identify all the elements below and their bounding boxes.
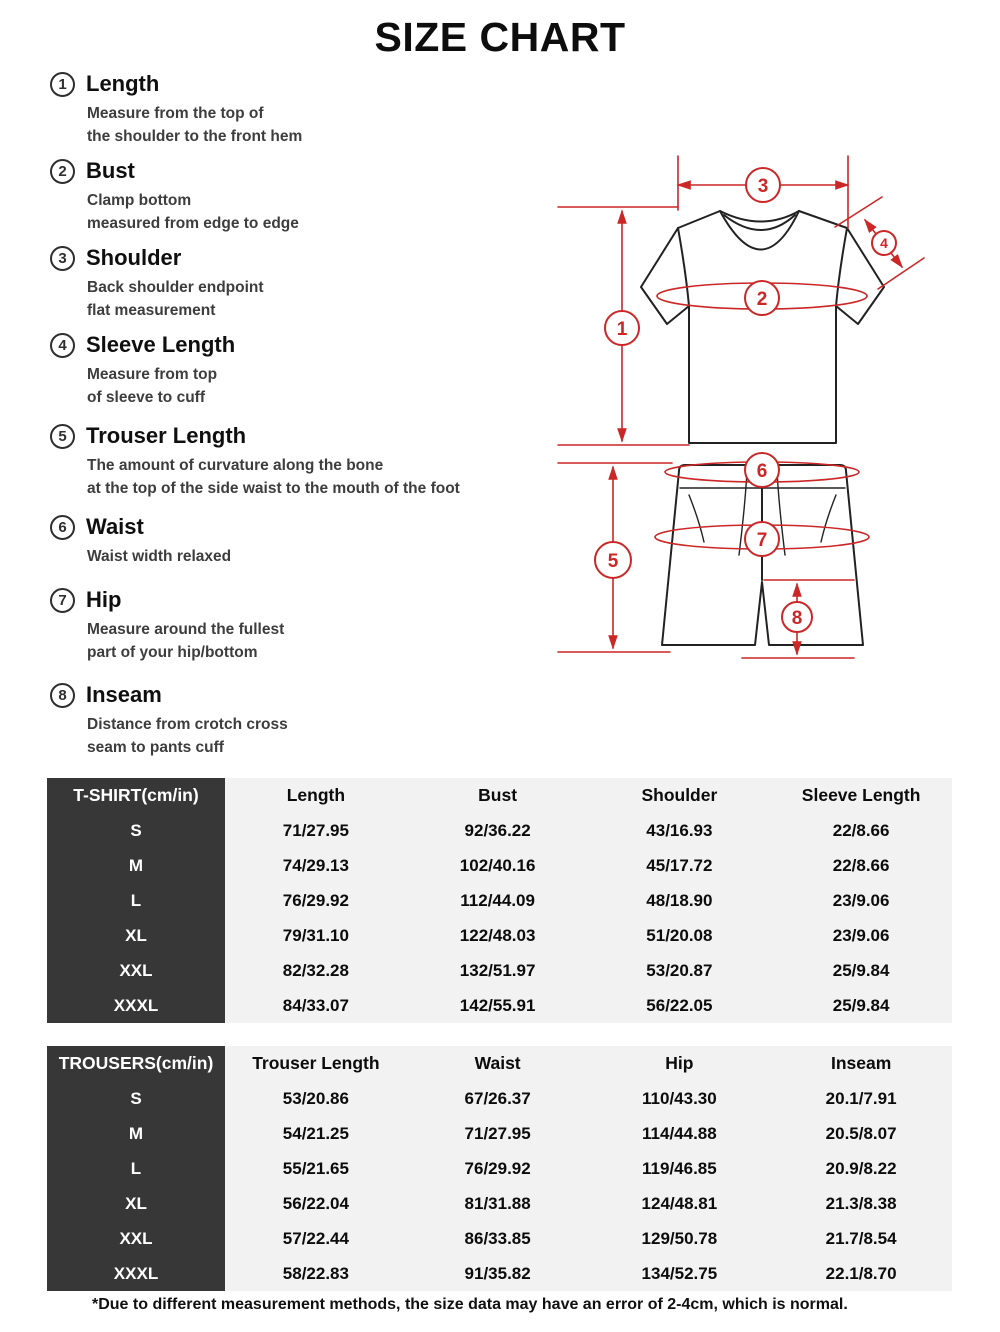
size-cell: 122/48.03 (407, 918, 589, 953)
definition-desc (87, 276, 542, 322)
desc-line: Measure from top (87, 366, 218, 383)
definition-title: Trouser Length (86, 423, 247, 448)
definition-item-inseam (50, 681, 542, 759)
size-cell: 86/33.85 (407, 1221, 589, 1256)
desc-line: Clamp bottom (87, 192, 192, 209)
table-row (47, 1186, 952, 1221)
table-header-row (47, 778, 952, 813)
dimension-lines (558, 156, 924, 658)
size-label: XXL (47, 953, 225, 988)
desc-line: Measure from the top of (87, 105, 264, 122)
size-cell: 142/55.91 (407, 988, 589, 1023)
definition-title: Waist (86, 514, 144, 539)
tshirt-size-table (47, 778, 952, 1023)
size-cell: 23/9.06 (770, 918, 952, 953)
size-cell: 43/16.93 (589, 813, 771, 848)
size-label: XL (47, 1186, 225, 1221)
desc-line: measured from edge to edge (87, 215, 299, 232)
size-label: L (47, 883, 225, 918)
definition-desc (87, 363, 542, 409)
marker-label-8: 8 (791, 607, 803, 629)
definition-desc (87, 713, 542, 759)
size-cell: 55/21.65 (225, 1151, 407, 1186)
size-cell: 20.5/8.07 (770, 1116, 952, 1151)
marker-label-7: 7 (756, 529, 768, 551)
size-cell: 114/44.88 (589, 1116, 771, 1151)
size-cell: 132/51.97 (407, 953, 589, 988)
definition-item-sleeve-length (50, 331, 542, 409)
definition-item-shoulder (50, 244, 542, 322)
definition-title: Hip (86, 587, 122, 612)
size-cell: 84/33.07 (225, 988, 407, 1023)
table-row (47, 883, 952, 918)
size-cell: 22/8.66 (770, 813, 952, 848)
size-cell: 134/52.75 (589, 1256, 771, 1291)
size-cell: 76/29.92 (225, 883, 407, 918)
definition-title: Shoulder (86, 245, 182, 270)
desc-line: Distance from crotch cross (87, 716, 288, 733)
size-cell: 54/21.25 (225, 1116, 407, 1151)
desc-line: part of your hip/bottom (87, 644, 258, 661)
marker-label-4: 4 (880, 235, 888, 252)
number-badge-4: 4 (50, 333, 75, 358)
number-badge-2: 2 (50, 159, 75, 184)
size-label: M (47, 1116, 225, 1151)
size-cell: 21.7/8.54 (770, 1221, 952, 1256)
size-label: S (47, 1081, 225, 1116)
column-header-shoulder: Shoulder (589, 778, 771, 813)
table-row (47, 1116, 952, 1151)
marker-label-3: 3 (757, 175, 769, 197)
size-cell: 20.1/7.91 (770, 1081, 952, 1116)
table-header-row (47, 1046, 952, 1081)
desc-line: The amount of curvature along the bone (87, 457, 384, 474)
table-row (47, 1221, 952, 1256)
column-header-trouser-length: Trouser Length (225, 1046, 407, 1081)
size-cell: 102/40.16 (407, 848, 589, 883)
size-cell: 76/29.92 (407, 1151, 589, 1186)
column-header-sleeve-length: Sleeve Length (770, 778, 952, 813)
size-label: L (47, 1151, 225, 1186)
size-cell: 129/50.78 (589, 1221, 771, 1256)
size-cell: 53/20.86 (225, 1081, 407, 1116)
size-label: XXXL (47, 1256, 225, 1291)
table-row (47, 1256, 952, 1291)
number-badge-7: 7 (50, 588, 75, 613)
marker-label-2: 2 (756, 288, 768, 310)
desc-line: at the top of the side waist to the mouth of the foot (87, 480, 460, 497)
definition-title: Inseam (86, 682, 162, 707)
size-cell: 67/26.37 (407, 1081, 589, 1116)
definition-item-bust (50, 157, 542, 235)
definition-desc (87, 618, 542, 664)
size-cell: 71/27.95 (407, 1116, 589, 1151)
size-cell: 57/22.44 (225, 1221, 407, 1256)
column-header-length: Length (225, 778, 407, 813)
size-cell: 71/27.95 (225, 813, 407, 848)
size-cell: 74/29.13 (225, 848, 407, 883)
table-corner-header: T-SHIRT(cm/in) (47, 778, 225, 813)
table-row (47, 918, 952, 953)
definition-desc (87, 454, 542, 500)
trousers-size-table (47, 1046, 952, 1291)
size-cell: 20.9/8.22 (770, 1151, 952, 1186)
desc-line: seam to pants cuff (87, 739, 224, 756)
table-row (47, 1151, 952, 1186)
number-badge-6: 6 (50, 515, 75, 540)
tshirt-figure (641, 211, 884, 443)
desc-line: flat measurement (87, 302, 216, 319)
desc-line: of sleeve to cuff (87, 389, 205, 406)
size-cell: 124/48.81 (589, 1186, 771, 1221)
marker-label-6: 6 (756, 460, 768, 482)
page-title: SIZE CHART (374, 14, 626, 60)
desc-line: the shoulder to the front hem (87, 128, 303, 145)
measurement-disclaimer: *Due to different measurement methods, the size data may have an error of 2-4cm, which is normal. (92, 1296, 848, 1313)
definition-desc (87, 189, 542, 235)
size-cell: 110/43.30 (589, 1081, 771, 1116)
column-header-bust: Bust (407, 778, 589, 813)
column-header-hip: Hip (589, 1046, 771, 1081)
number-badge-3: 3 (50, 246, 75, 271)
size-cell: 48/18.90 (589, 883, 771, 918)
size-label: XXL (47, 1221, 225, 1256)
size-label: S (47, 813, 225, 848)
size-cell: 22/8.66 (770, 848, 952, 883)
marker-label-1: 1 (616, 318, 628, 340)
size-cell: 81/31.88 (407, 1186, 589, 1221)
definition-item-length (50, 70, 542, 148)
number-badge-8: 8 (50, 683, 75, 708)
size-cell: 25/9.84 (770, 953, 952, 988)
size-cell: 56/22.04 (225, 1186, 407, 1221)
size-cell: 82/32.28 (225, 953, 407, 988)
size-label: XXXL (47, 988, 225, 1023)
definition-title: Bust (86, 158, 135, 183)
definition-item-waist (50, 513, 542, 568)
definition-title: Sleeve Length (86, 332, 236, 357)
definition-item-hip (50, 586, 542, 664)
size-cell: 119/46.85 (589, 1151, 771, 1186)
column-header-waist: Waist (407, 1046, 589, 1081)
size-cell: 22.1/8.70 (770, 1256, 952, 1291)
column-header-inseam: Inseam (770, 1046, 952, 1081)
size-cell: 21.3/8.38 (770, 1186, 952, 1221)
desc-line: Measure around the fullest (87, 621, 285, 638)
definitions-list (50, 70, 542, 768)
size-label: XL (47, 918, 225, 953)
size-cell: 51/20.08 (589, 918, 771, 953)
size-cell: 79/31.10 (225, 918, 407, 953)
table-row (47, 848, 952, 883)
table-row (47, 1081, 952, 1116)
definition-desc (87, 545, 542, 568)
size-cell: 56/22.05 (589, 988, 771, 1023)
size-cell: 58/22.83 (225, 1256, 407, 1291)
size-cell: 92/36.22 (407, 813, 589, 848)
number-badge-5: 5 (50, 424, 75, 449)
size-cell: 25/9.84 (770, 988, 952, 1023)
table-row (47, 953, 952, 988)
marker-label-5: 5 (607, 550, 619, 572)
desc-line: Waist width relaxed (87, 548, 232, 565)
number-badge-1: 1 (50, 72, 75, 97)
table-row (47, 813, 952, 848)
size-cell: 45/17.72 (589, 848, 771, 883)
size-cell: 91/35.82 (407, 1256, 589, 1291)
definition-desc (87, 102, 542, 148)
desc-line: Back shoulder endpoint (87, 279, 264, 296)
definition-item-trouser-length (50, 422, 542, 500)
size-cell: 53/20.87 (589, 953, 771, 988)
size-label: M (47, 848, 225, 883)
table-corner-header: TROUSERS(cm/in) (47, 1046, 225, 1081)
size-cell: 23/9.06 (770, 883, 952, 918)
size-diagram (552, 148, 982, 678)
definition-title: Length (86, 71, 160, 96)
table-row (47, 988, 952, 1023)
dimension-markers (595, 168, 896, 632)
size-cell: 112/44.09 (407, 883, 589, 918)
